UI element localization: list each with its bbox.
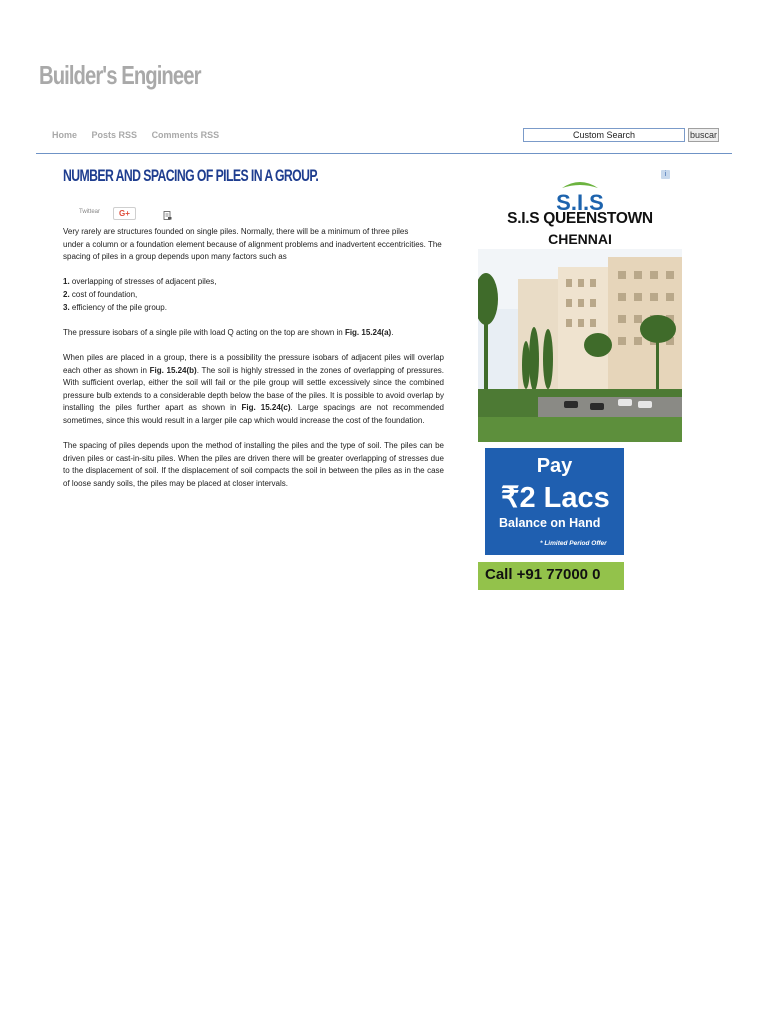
advertisement[interactable]: [478, 168, 682, 590]
building-photo: [478, 249, 682, 442]
ad-offer-note: * Limited Period Offer: [540, 540, 607, 547]
ad-call-bar[interactable]: [478, 562, 624, 590]
intro-paragraph: Very rarely are structures founded on single piles. Normally, there will be a minimum of three piles under a column or a foundation element because of alignment problems and inadvertent eccentricities. The spacing of piles in a group depends upon many factors such as: [63, 227, 442, 262]
ad-project-name: S.I.S QUEENSTOWN: [507, 210, 653, 227]
info-icon[interactable]: i: [661, 170, 670, 179]
svg-text:S.I.S: S.I.S: [556, 190, 604, 212]
ad-call-text: Call +91 77000 0: [485, 566, 601, 583]
nav-comments-rss[interactable]: Comments RSS: [151, 130, 220, 140]
google-plus-button[interactable]: G+: [113, 207, 136, 220]
print-icon[interactable]: [163, 211, 172, 220]
ad-blank-area: [624, 442, 682, 590]
twitter-share-link[interactable]: Twittear: [79, 209, 101, 215]
list-item: 1. overlapping of stresses of adjacent piles,: [63, 277, 217, 287]
site-title[interactable]: Builder's Engineer: [39, 60, 201, 90]
ad-amount: ₹2 Lacs: [501, 482, 610, 514]
post-body: [63, 226, 444, 503]
list-item: 3. efficiency of the pile group.: [63, 302, 167, 312]
ad-city: CHENNAI: [548, 231, 612, 247]
nav-bar: [52, 130, 231, 140]
isobar-paragraph: The pressure isobars of a single pile with load Q acting on the top are shown in Fig. 15.24(a).: [63, 327, 394, 337]
factor-list: [63, 276, 444, 314]
spacing-paragraph: The spacing of piles depends upon the method of installing the piles and the type of soil. The piles can be driven piles or cast-in-situ piles. When the piles are driven there will be greater overlapping of stresses due to the displacement of soil. If the displacement of soil compacts the soil in between the piles as in the case of loose sandy soils, the piles may be placed at closer intervals.: [63, 441, 444, 488]
nav-posts-rss[interactable]: Posts RSS: [91, 130, 138, 140]
ad-balance-text: Balance on Hand: [499, 516, 601, 530]
post-title: NUMBER AND SPACING OF PILES IN A GROUP.: [63, 166, 319, 185]
search-input[interactable]: [523, 128, 685, 142]
ad-pay-text: Pay: [536, 455, 573, 477]
sis-logo: [478, 176, 682, 212]
header-divider: [36, 153, 732, 154]
search-button[interactable]: buscar: [689, 130, 717, 140]
list-item: 2. cost of foundation,: [63, 289, 138, 299]
overlap-paragraph: When piles are placed in a group, there is a possibility the pressure isobars of adjacent piles will overlap each other as shown in Fig. 15.24(b). The soil is highly stressed in the zones of overlapping of pressures. With sufficient overlap, either the soil will fail or the pile group will settle excessively since the combined pressure bulb extends to a considerable depth below the base of the piles. It is possible to avoid overlap by installing the piles further apart as shown in Fig. 15.24(c). Large spacings are not recommended sometimes, since this would result in a larger pile cap which would increase the cost of the foundation.: [63, 352, 445, 425]
ad-offer-panel[interactable]: [485, 448, 624, 555]
nav-home[interactable]: Home: [52, 130, 78, 140]
